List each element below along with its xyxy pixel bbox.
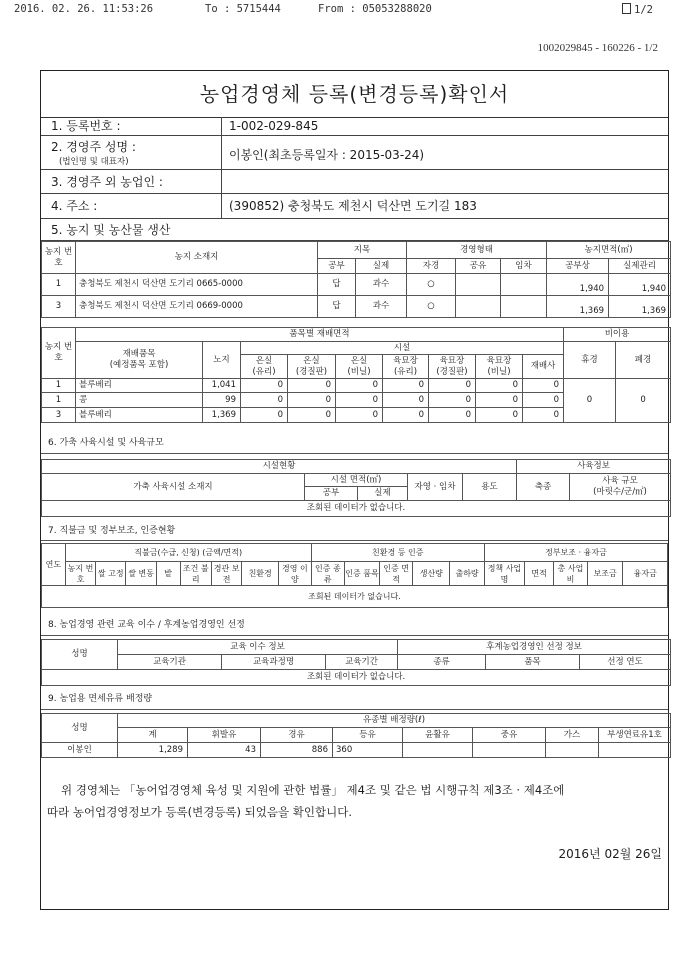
document-id: 1002029845 - 160226 - 1/2 — [537, 42, 658, 54]
header-livestock-location: 가축 사육시설 소재지 — [42, 474, 305, 501]
header-use: 용도 — [463, 474, 517, 501]
fuel-table — [41, 713, 671, 758]
field-sublabel: (법인명 및 대표자) — [59, 157, 129, 167]
confirmation-line-2: 따라 농어업경영정보가 등록(변경등록) 되었음을 확인합니다. — [47, 805, 352, 819]
pyegyeong-value: 0 — [616, 379, 671, 423]
header-facility-status: 시설현황 — [42, 460, 517, 474]
header-col: 정책 사업명 — [484, 562, 524, 586]
header-hardboard: (경질판) — [295, 366, 328, 377]
header-nursery: 육묘장 — [486, 355, 512, 366]
crop-noji: 1,369 — [203, 408, 241, 423]
header-vinyl: (비닐) — [347, 366, 371, 377]
field-label: 2. 경영주 성명 : — [51, 140, 136, 154]
land-gongyu — [456, 274, 501, 296]
header-direct-payment: 직불금(수급, 신청) (금액/면적) — [65, 544, 311, 562]
crop-value: 0 — [241, 379, 288, 393]
header-col: 융자금 — [623, 562, 668, 586]
header-area-silje: 실제관리 — [609, 259, 671, 274]
header-glass: (유리) — [252, 366, 276, 377]
header-col: 부생연료유1호 — [599, 728, 671, 743]
header-crop-item-sub: (예정품목 포함) — [109, 360, 169, 370]
header-eco-cert: 친환경 등 인증 — [311, 544, 484, 562]
header-col: 교육기간 — [326, 655, 398, 670]
header-col: 밭 — [156, 562, 180, 586]
header-hyugyeong: 휴경 — [564, 342, 616, 379]
hyugyeong-value: 0 — [564, 379, 616, 423]
header-col: 보조금 — [587, 562, 623, 586]
empty-message: 조회된 데이터가 없습니다. — [42, 586, 668, 608]
header-silje: 실제 — [358, 487, 408, 501]
header-col: 출하량 — [450, 562, 485, 586]
crop-value: 0 — [429, 393, 476, 408]
crop-value: 0 — [288, 379, 336, 393]
header-col: 품목 — [486, 655, 580, 670]
header-nursery: 육묘장 — [393, 355, 418, 366]
land-area-gongbu: 1,369 — [547, 296, 609, 318]
crop-value: 0 — [523, 379, 564, 393]
crop-value: 0 — [476, 379, 523, 393]
crop-value: 0 — [429, 408, 476, 423]
crop-item: 블루베리 — [76, 408, 203, 423]
field-value: (390852) 충청북도 제천시 덕산면 도기길 183 — [229, 199, 477, 213]
education-table — [41, 639, 671, 686]
header-area-gongbu: 공부상 — [547, 259, 609, 274]
crop-table — [41, 327, 671, 423]
crop-value: 0 — [336, 408, 383, 423]
field-other-farmer — [41, 170, 668, 194]
header-scale-sub: (마릿수/군/㎡) — [593, 487, 647, 497]
header-gov-support: 정부보조 · 융자금 — [484, 544, 667, 562]
header-fuel-by-type: 유종별 배정량(ℓ) — [118, 714, 671, 728]
issue-date: 2016년 02월 26일 — [558, 847, 662, 861]
fax-from: From : 05053288020 — [318, 3, 432, 15]
crop-value: 0 — [476, 408, 523, 423]
crop-value: 0 — [383, 379, 429, 393]
header-land-no: 농지 번호 — [42, 328, 76, 379]
land-no: 1 — [42, 274, 76, 296]
header-col: 면적 — [524, 562, 553, 586]
confirmation-text — [47, 779, 662, 823]
header-col: 농지 번호 — [65, 562, 95, 586]
header-name: 성명 — [42, 640, 118, 670]
page-icon — [622, 3, 631, 14]
header-col: 휘발유 — [188, 728, 261, 743]
header-glass: (유리) — [393, 366, 418, 377]
header-edu-info: 교육 이수 정보 — [118, 640, 398, 655]
header-col: 경영 이양 — [279, 562, 312, 586]
land-gongyu — [456, 296, 501, 318]
fax-to: To : 5715444 — [205, 3, 281, 15]
crop-value: 0 — [383, 408, 429, 423]
crop-value: 0 — [241, 393, 288, 408]
section-6-title: 6. 가축 사육시설 및 사육규모 — [41, 433, 668, 454]
field-label: 3. 경영주 외 농업인 : — [51, 175, 163, 189]
header-vinyl: (비닐) — [487, 366, 511, 377]
land-table — [41, 241, 671, 318]
field-label: 4. 주소 : — [51, 199, 98, 213]
fuel-value — [473, 743, 546, 758]
fax-page: 1/2 — [622, 3, 653, 16]
crop-value: 0 — [523, 408, 564, 423]
fuel-value — [403, 743, 473, 758]
fuel-owner-name: 이봉인 — [42, 743, 118, 758]
header-gongbu: 공부 — [318, 259, 356, 274]
land-silje: 과수 — [356, 274, 407, 296]
crop-value: 0 — [288, 408, 336, 423]
header-own-lease: 자영 · 임차 — [408, 474, 463, 501]
header-management-form: 경영형태 — [407, 242, 547, 259]
header-gongbu: 공부 — [305, 487, 358, 501]
fuel-value — [546, 743, 599, 758]
header-col: 쌀 변동 — [126, 562, 156, 586]
empty-message: 조회된 데이터가 없습니다. — [42, 501, 671, 517]
fuel-value: 360 — [333, 743, 403, 758]
crop-value: 0 — [476, 393, 523, 408]
crop-item: 블루베리 — [76, 379, 203, 393]
livestock-table — [41, 459, 671, 517]
crop-value: 0 — [288, 393, 336, 408]
land-area-silje: 1,940 — [609, 274, 671, 296]
crop-value: 0 — [383, 393, 429, 408]
table-row — [42, 743, 671, 758]
land-no: 3 — [42, 296, 76, 318]
header-land-location: 농지 소재지 — [76, 242, 318, 274]
crop-land-no: 1 — [42, 393, 76, 408]
header-col: 윤활유 — [403, 728, 473, 743]
header-nursery: 육묘장 — [439, 355, 465, 366]
header-crop-area: 품목별 재배면적 — [76, 328, 564, 342]
land-imcha — [501, 274, 547, 296]
land-jagyeong: ○ — [407, 296, 456, 318]
table-row — [42, 274, 671, 296]
land-imcha — [501, 296, 547, 318]
fuel-value — [599, 743, 671, 758]
field-registration-no — [41, 117, 668, 136]
header-col: 친환경 — [242, 562, 279, 586]
fax-timestamp: 2016. 02. 26. 11:53:26 — [14, 3, 154, 15]
header-col: 가스 — [546, 728, 599, 743]
crop-value: 0 — [336, 393, 383, 408]
section-8-title: 8. 농업경영 관련 교육 이수 / 후계농업경영인 선정 — [41, 614, 668, 636]
header-col: 등유 — [333, 728, 403, 743]
land-jagyeong: ○ — [407, 274, 456, 296]
header-name: 성명 — [42, 714, 118, 743]
fax-header — [0, 3, 700, 19]
header-noji: 노지 — [203, 342, 241, 379]
certificate-sheet — [40, 70, 669, 910]
field-value: 이봉인(최초등록일자 : 2015-03-24) — [229, 148, 425, 162]
header-col: 인증 면적 — [379, 562, 413, 586]
header-pyegyeong: 폐경 — [616, 342, 671, 379]
subsidy-table — [41, 543, 668, 608]
crop-value: 0 — [336, 379, 383, 393]
land-area-silje: 1,369 — [609, 296, 671, 318]
header-nonuse: 비이용 — [564, 328, 671, 342]
header-facility: 시설 — [241, 342, 564, 355]
crop-value: 0 — [429, 379, 476, 393]
field-address — [41, 194, 668, 219]
crop-value: 0 — [241, 408, 288, 423]
header-col: 쌀 고정 — [96, 562, 126, 586]
header-land-area: 농지면적(㎡) — [547, 242, 671, 259]
header-col: 경유 — [261, 728, 333, 743]
fuel-value: 43 — [188, 743, 261, 758]
header-facility-area: 시설 면적(㎡) — [305, 474, 408, 487]
header-col: 교육과정명 — [222, 655, 326, 670]
header-col: 선정 연도 — [580, 655, 671, 670]
land-gongbu: 답 — [318, 296, 356, 318]
crop-noji: 1,041 — [203, 379, 241, 393]
header-successor-info: 후계농업경영인 선정 정보 — [398, 640, 671, 655]
header-imcha: 임차 — [501, 259, 547, 274]
header-col: 인증 품목 — [345, 562, 380, 586]
header-land-no: 농지 번호 — [42, 242, 76, 274]
header-col: 종류 — [398, 655, 486, 670]
table-row — [42, 296, 671, 318]
table-row — [42, 379, 671, 393]
crop-land-no: 1 — [42, 379, 76, 393]
header-col: 중유 — [473, 728, 546, 743]
land-location: 충청북도 제천시 덕산면 도기리 0669-0000 — [76, 296, 318, 318]
header-scale: 사육 규모 — [602, 476, 638, 486]
header-greenhouse: 온실 — [350, 355, 368, 366]
empty-message: 조회된 데이터가 없습니다. — [42, 670, 671, 686]
header-col: 생산량 — [413, 562, 450, 586]
header-jimok: 지목 — [318, 242, 407, 259]
header-col: 조건 불리 — [180, 562, 211, 586]
header-greenhouse: 온실 — [255, 355, 273, 366]
field-value: 1-002-029-845 — [229, 119, 319, 133]
crop-noji: 99 — [203, 393, 241, 408]
land-silje: 과수 — [356, 296, 407, 318]
header-col: 교육기관 — [118, 655, 222, 670]
header-greenhouse: 온실 — [303, 355, 320, 366]
section-7-title: 7. 직불금 및 정부보조, 인증현황 — [41, 521, 668, 541]
fuel-value: 886 — [261, 743, 333, 758]
header-silje: 실제 — [356, 259, 407, 274]
document-title: 농업경영체 등록(변경등록)확인서 — [41, 71, 668, 118]
header-col: 경관 보전 — [211, 562, 241, 586]
header-species: 축종 — [517, 474, 570, 501]
land-gongbu: 답 — [318, 274, 356, 296]
header-gongyu: 공유 — [456, 259, 501, 274]
fuel-value: 1,289 — [118, 743, 188, 758]
crop-land-no: 3 — [42, 408, 76, 423]
land-area-gongbu: 1,940 — [547, 274, 609, 296]
header-jagyeong: 자경 — [407, 259, 456, 274]
header-hardboard: (경질판) — [436, 366, 468, 377]
section-5-title: 5. 농지 및 농산물 생산 — [41, 219, 668, 241]
crop-value: 0 — [523, 393, 564, 408]
header-col: 총 사업비 — [554, 562, 588, 586]
header-breed-info: 사육정보 — [517, 460, 671, 474]
header-col: 계 — [118, 728, 188, 743]
crop-item: 콩 — [76, 393, 203, 408]
header-col: 인증 종류 — [311, 562, 345, 586]
header-cultivation-house: 재배사 — [523, 355, 564, 379]
header-crop-item: 재배품목 — [122, 349, 156, 359]
header-year: 연도 — [42, 544, 66, 586]
land-location: 충청북도 제천시 덕산면 도기리 0665-0000 — [76, 274, 318, 296]
field-owner-name — [41, 136, 668, 170]
field-label: 1. 등록번호 : — [51, 119, 121, 133]
confirmation-line-1: 위 경영체는 「농어업경영체 육성 및 지원에 관한 법률」 제4조 및 같은 법 시행규칙 제3조 · 제4조에 — [61, 783, 565, 797]
section-9-title: 9. 농업용 면세유류 배정량 — [41, 688, 668, 710]
